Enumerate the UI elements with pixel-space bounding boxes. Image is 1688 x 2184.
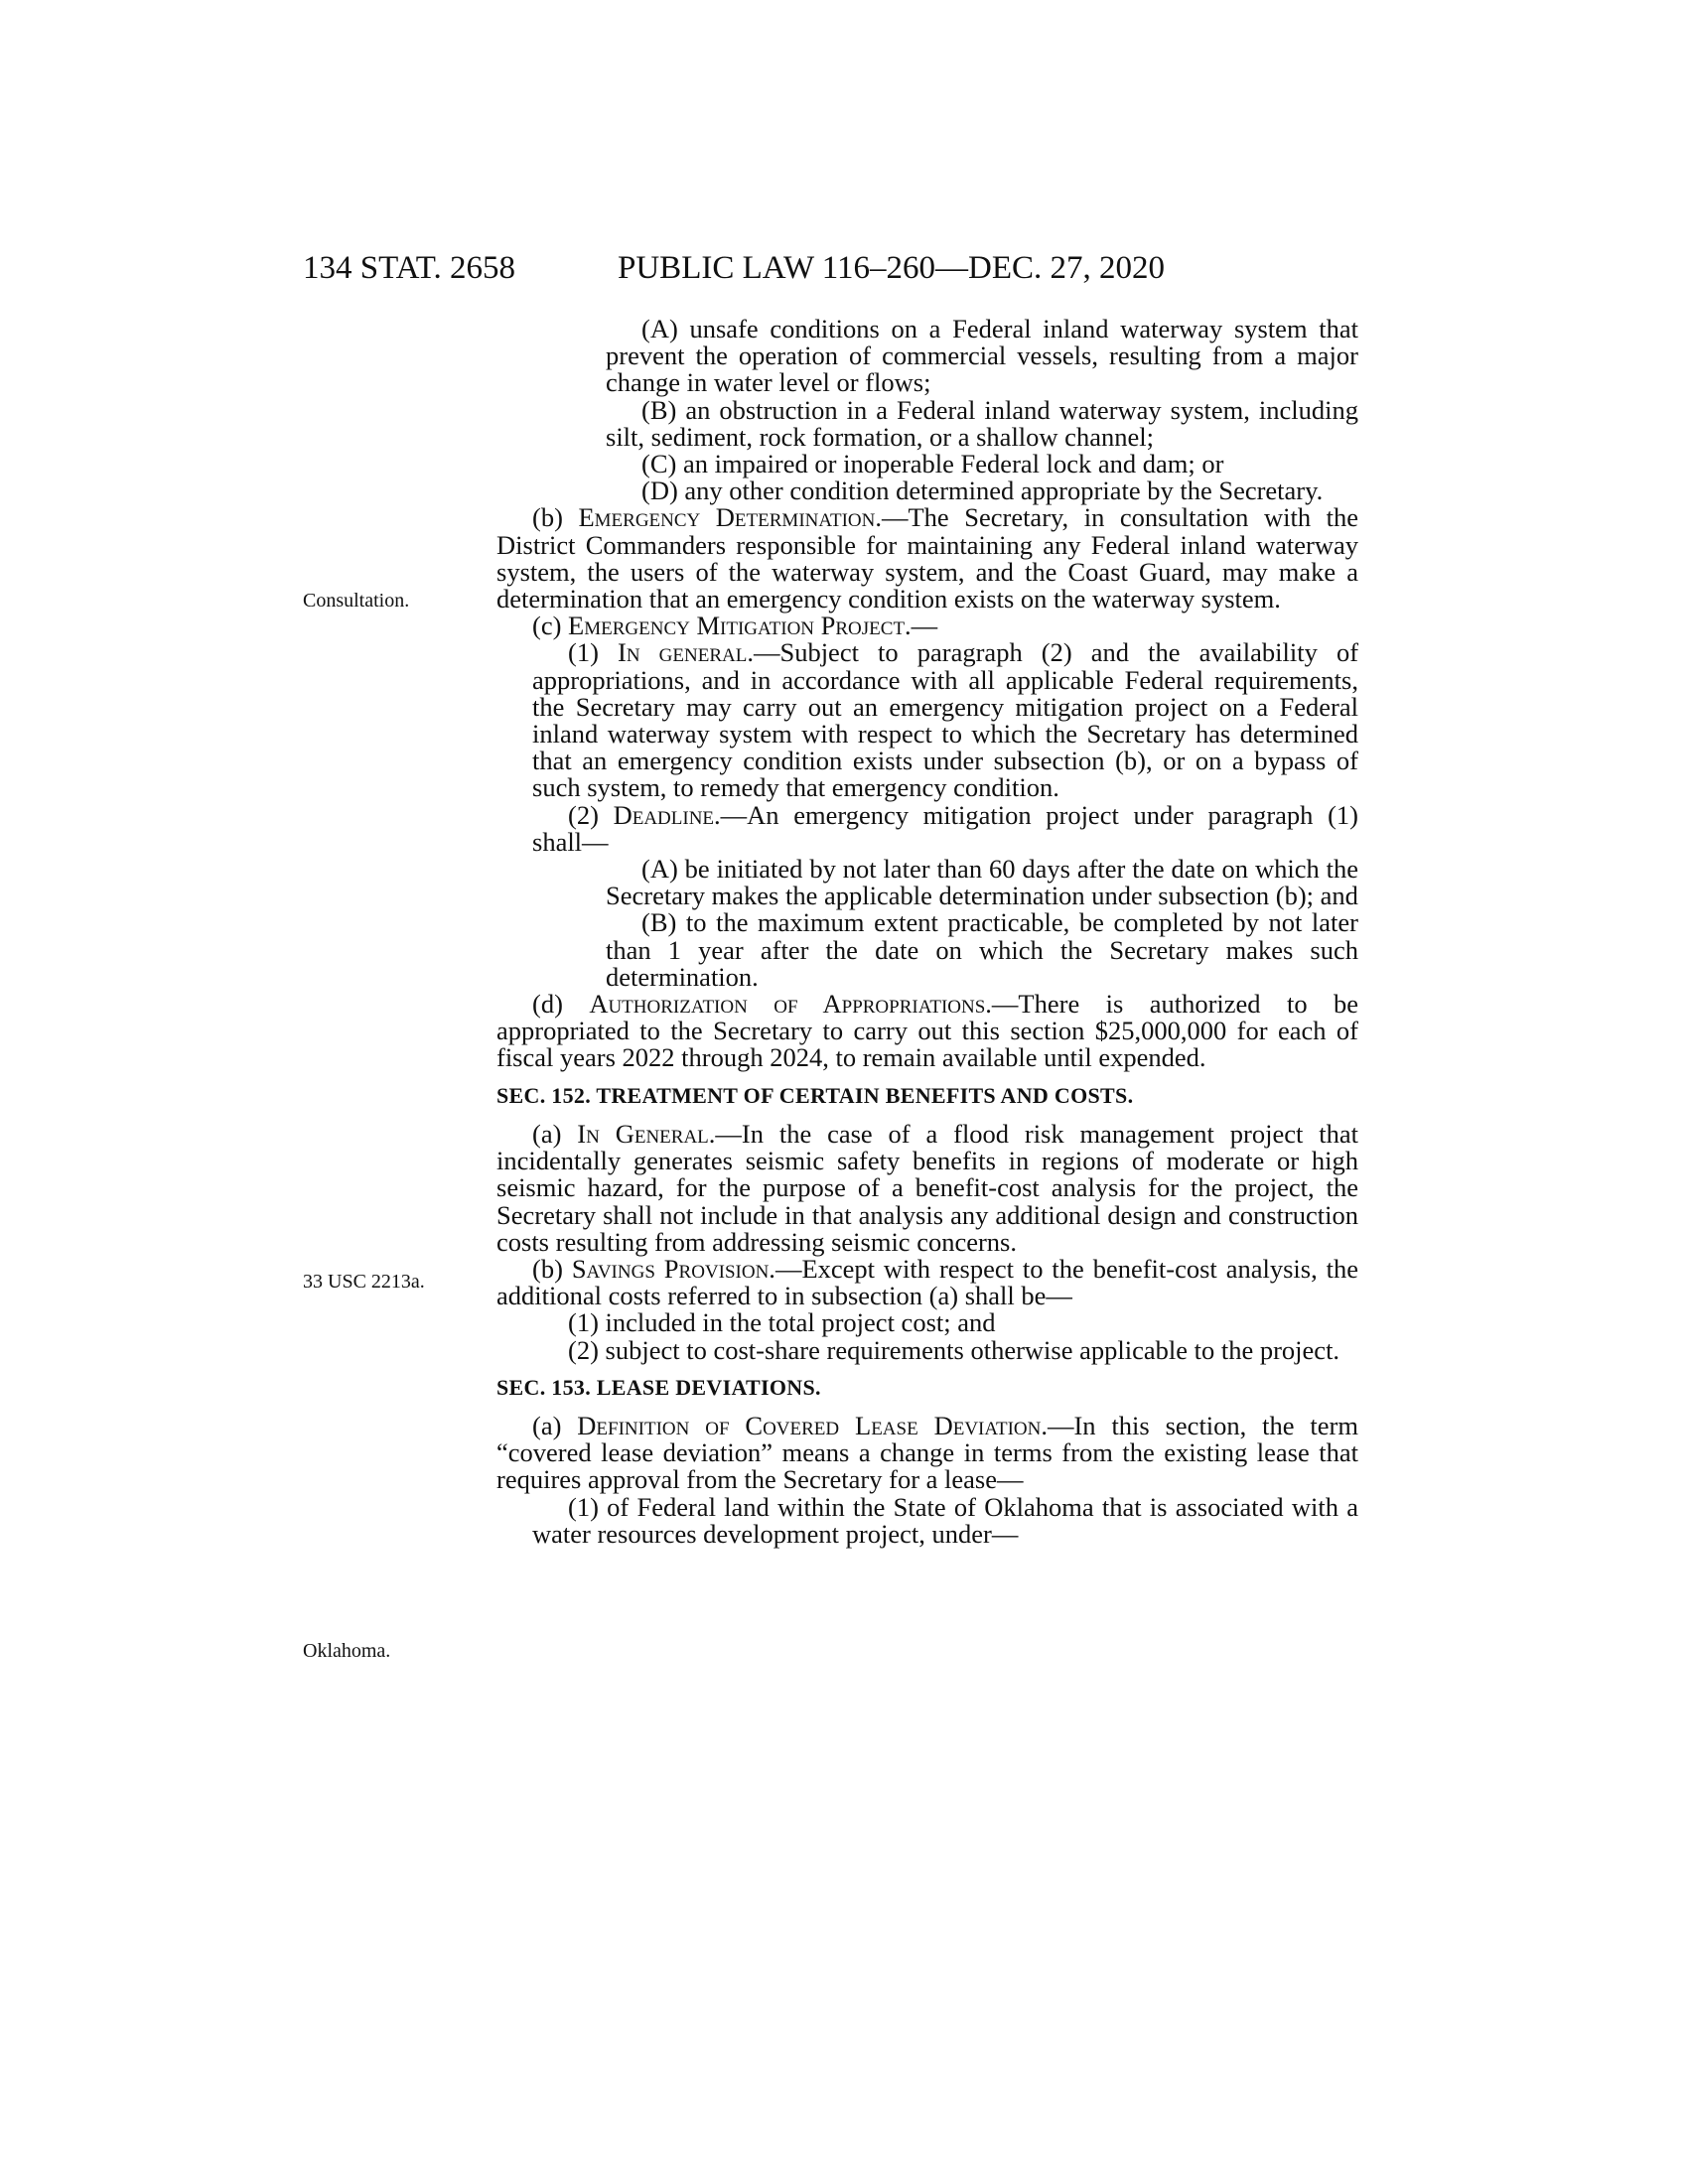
section-153-heading: SEC. 153. LEASE DEVIATIONS. [496, 1374, 821, 1400]
section-153-a-1: (1) of Federal land within the State of Oklahoma that is associated with a water resources development project, under— [532, 1491, 1358, 1549]
subsection-b: (b) Emergency Determination.—The Secretary, in consultation with the District Commanders responsible for maintaining any Federal inland waterway system, the users of the waterway system, and the Coast Guard, may make a determination that an emergency condition exists on the waterway system. [496, 502, 1358, 614]
margin-note-usc: 33 USC 2213a. [303, 1271, 425, 1293]
body-text [496, 316, 1358, 1548]
subsection-b-heading: Emergency Determination. [578, 502, 882, 533]
subsection-c-heading: Emergency Mitigation Project. [568, 611, 912, 641]
page-stat-reference: 134 STAT. 2658 [303, 250, 516, 286]
page-header-title: PUBLIC LAW 116–260—DEC. 27, 2020 [618, 250, 1166, 286]
subsection-d: (d) Authorization of Appropriations.—There is authorized to be appropriated to the Secretary to carry out this section $25,000,000 for each of fiscal years 2022 through 2024, to remain available until expended. [496, 989, 1359, 1073]
margin-note-consultation: Consultation. [303, 590, 410, 612]
paragraph-a-C: (C) an impaired or inoperable Federal lock and dam; or [641, 449, 1224, 479]
paragraph-a-B: (B) an obstruction in a Federal inland waterway system, including silt, sediment, rock formation, or a shallow channel; [606, 394, 1358, 452]
section-153-a: (a) Definition of Covered Lease Deviation.—In this section, the term “covered lease deviation” means a change in terms from the existing lease that requires approval from the Secretary for a lease— [496, 1410, 1358, 1495]
paragraph-c-2-A: (A) be initiated by not later than 60 days after the date on which the Secretary makes the applicable determination under subsection (b); and [606, 854, 1358, 911]
section-152-b-1: (1) included in the total project cost; and [568, 1307, 996, 1338]
margin-note-oklahoma: Oklahoma. [303, 1640, 391, 1662]
paragraph-c-1: (1) In general.—Subject to paragraph (2) and the availability of appropriations, and in accordance with all applicable Federal requirements, the Secretary may carry out an emergency mitigation project on a Federal inland waterway system with respect to which the Secretary has determined that an emergency condition exists under subsection (b), or on a bypass of such system, to remedy that emergency condition. [532, 637, 1359, 803]
section-152-a: (a) In General.—In the case of a flood risk management project that incidentally generates seismic safety benefits in regions of moderate or high seismic hazard, for the purpose of a benefit-cost analysis for the project, the Secretary shall not include in that analysis any additional design and construction costs resulting from addressing seismic concerns. [496, 1118, 1358, 1257]
section-152-b: (b) Savings Provision.—Except with respect to the benefit-cost analysis, the additional costs referred to in subsection (a) shall be— [496, 1253, 1358, 1311]
section-152-heading: SEC. 152. TREATMENT OF CERTAIN BENEFITS AND COSTS. [496, 1082, 1134, 1108]
subsection-d-heading: Authorization of Appropriations. [589, 989, 992, 1020]
paragraph-c-2: (2) Deadline.—An emergency mitigation project under paragraph (1) shall— [532, 799, 1359, 857]
section-152-b-2: (2) subject to cost-share requirements otherwise applicable to the project. [568, 1334, 1340, 1365]
paragraph-c-2-B: (B) to the maximum extent practicable, be completed by not later than 1 year after the date on which the Secretary makes such determination. [606, 907, 1358, 992]
subsection-c: (c) Emergency Mitigation Project.— [532, 611, 938, 641]
paragraph-a-A: (A) unsafe conditions on a Federal inland waterway system that prevent the operation of commercial vessels, resulting from a major change in water level or flows; [606, 314, 1358, 398]
paragraph-a-D: (D) any other condition determined appropriate by the Secretary. [641, 476, 1324, 506]
